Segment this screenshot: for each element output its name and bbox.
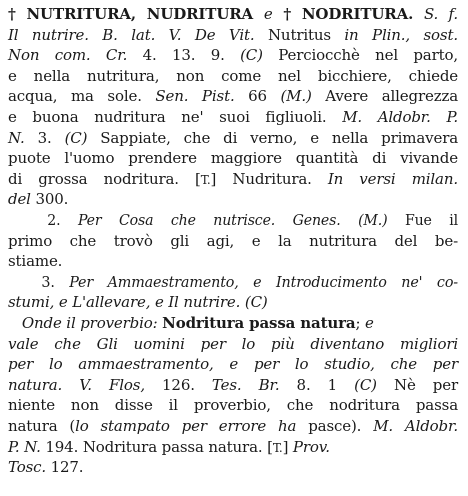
entry-text-segment: 8. 1 <box>279 375 355 394</box>
entry-line <box>8 251 62 271</box>
entry-text-segment: 66 <box>234 87 281 106</box>
entry-line <box>8 231 458 251</box>
entry-text-segment: niente non disse il proverbio, che nodritura passa <box>8 396 458 415</box>
entry-text-segment: (M.) <box>358 211 388 229</box>
entry-text-segment: Sappiate, che di verno, e nella primavera <box>87 128 459 147</box>
entry-text-segment: 194. Nodritura passa natura. [ <box>40 437 273 456</box>
entry-line <box>8 169 458 189</box>
entry-line <box>8 128 458 148</box>
entry-text-segment: T. <box>200 172 211 187</box>
entry-text-segment: Nodritura passa natura <box>162 314 356 332</box>
entry-text-segment: Per Cosa che nutrisce. Genes. <box>77 211 341 229</box>
entry-text-segment: Sen. Pist. <box>155 87 235 106</box>
entry-text-segment: Perciocchè nel parto, <box>262 46 458 65</box>
entry-text-segment: M. Aldobr. <box>373 417 458 435</box>
entry-line <box>8 292 268 312</box>
entry-text-segment: pasce). <box>296 417 374 435</box>
entry-text-segment: 4. 13. 9. <box>127 46 241 65</box>
entry-text-segment: per lo ammaestramento, e per lo studio, che per <box>8 355 458 374</box>
dictionary-page <box>8 4 460 492</box>
entry-text-segment: e buona nudritura ne' suoi figliuoli. <box>8 108 343 126</box>
entry-text-segment: di grossa nodritura. [ <box>8 169 201 188</box>
entry-line <box>8 210 458 230</box>
entry-text-segment: ; <box>355 314 365 332</box>
entry-line <box>8 189 68 209</box>
entry-line <box>8 354 458 374</box>
entry-text-segment: Per Ammaestramento, e Introducimento ne' co- <box>69 272 458 291</box>
entry-line <box>8 437 330 457</box>
entry-text-segment: puote l'uomo prendere maggiore quantità di vivande <box>8 149 458 168</box>
entry-text-segment: natura ( <box>8 417 76 435</box>
entry-line <box>8 416 458 436</box>
entry-line <box>8 334 458 354</box>
entry-text-segment: † NUTRITURA, NUDRITURA <box>8 5 264 23</box>
entry-text-segment: Tosc. <box>8 458 46 477</box>
entry-line <box>8 107 458 127</box>
entry-text-segment: primo che trovò gli agi, e la nutritura del be- <box>8 231 458 250</box>
entry-text-segment: Nutritus <box>254 25 345 44</box>
entry-line <box>8 375 458 395</box>
entry-text-segment: Il nutrire. B. lat. V. De Vit. <box>8 25 255 44</box>
entry-text-segment: (C) <box>64 128 88 147</box>
entry-text-segment: (C) <box>240 46 263 65</box>
entry-text-segment: 127. <box>46 458 84 477</box>
entry-text-segment: 126. <box>144 375 212 394</box>
entry-line <box>8 148 458 168</box>
entry-text-segment: ] <box>282 437 293 456</box>
entry-text-segment: Nè per <box>376 375 458 394</box>
entry-text-segment: ] Nudritura. <box>210 169 328 188</box>
entry-text-segment: 300. <box>30 190 69 209</box>
entry-line <box>8 457 83 477</box>
entry-text-segment: Prov. <box>292 437 330 456</box>
entry-text-segment: T. <box>272 440 283 455</box>
entry-line <box>8 45 458 65</box>
entry-text-segment <box>341 211 358 229</box>
entry-text-segment: S. f. <box>423 5 458 23</box>
entry-text-segment: † NODRITURA. <box>272 5 424 23</box>
entry-text-segment: P. N. <box>8 437 41 456</box>
entry-text-segment: Onde il proverbio: <box>8 314 163 332</box>
entry-text-segment: e <box>263 5 273 23</box>
entry-text-segment: Fue il <box>387 211 458 229</box>
entry-text-segment: (C) <box>354 375 377 394</box>
entry-text-segment: del <box>8 190 31 209</box>
entry-line <box>8 272 458 292</box>
entry-text-segment: e nella nutritura, non come nel bicchiere, chiede <box>8 66 458 85</box>
entry-line <box>8 4 458 24</box>
entry-text-segment: (M.) <box>280 87 312 106</box>
entry-line <box>8 66 458 86</box>
entry-text-segment: natura. V. Flos, <box>8 375 145 394</box>
entry-line <box>8 395 458 415</box>
entry-text-segment: 3. <box>24 128 65 147</box>
entry-text-segment: lo stampato per errore ha <box>75 417 297 435</box>
entry-text-segment: acqua, ma sole. <box>8 87 156 106</box>
entry-text-segment: N. <box>8 128 25 147</box>
entry-text-segment: e <box>365 314 374 332</box>
entry-line <box>8 313 374 333</box>
entry-text-segment: 2. <box>8 211 78 229</box>
entry-text-segment: 3. <box>8 272 70 291</box>
entry-text-segment: Tes. Br. <box>211 375 280 394</box>
entry-text-segment: stumi, e L'allevare, e Il nutrire. (C) <box>8 293 268 312</box>
entry-line <box>8 86 458 106</box>
entry-text-segment: Non com. Cr. <box>8 46 128 65</box>
entry-text-segment: In versi milan. <box>327 169 458 188</box>
entry-text-segment: stiame. <box>8 252 63 271</box>
entry-text-segment: M. Aldobr. P. <box>342 108 458 126</box>
entry-text-segment: Avere allegrezza <box>311 87 459 106</box>
entry-text-segment: in Plin., sost. <box>344 25 458 44</box>
entry-text-segment: vale che Gli uomini per lo più diventano migliori <box>8 334 458 353</box>
entry-line <box>8 25 458 45</box>
